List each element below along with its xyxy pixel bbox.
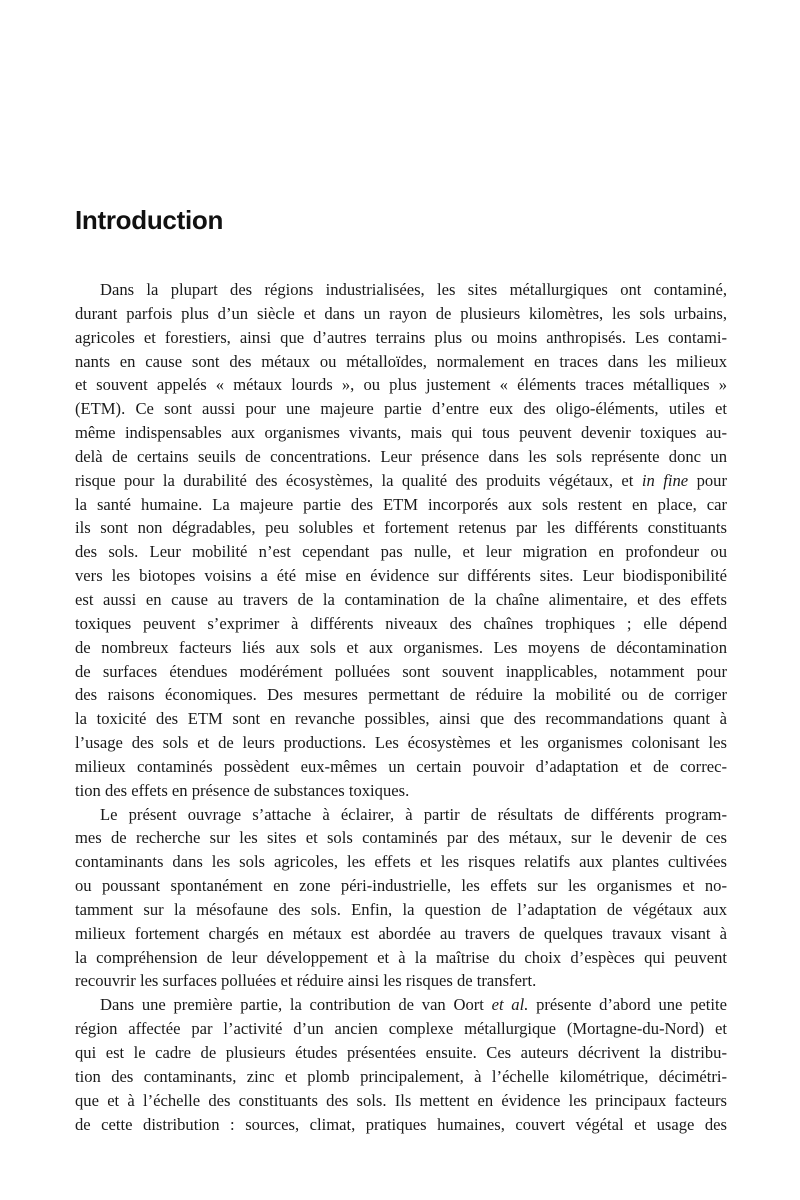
- line-text: milieux contaminés possèdent eux-mêmes un certain pouvoir d’adaptation et de correc-: [75, 756, 727, 776]
- line-text: [100, 995, 727, 1014]
- line-text: tion des effets en présence de substances toxiques.: [75, 780, 410, 800]
- line-text-part: pour: [688, 470, 727, 490]
- text-line: [75, 803, 727, 827]
- line-text: est aussi en cause au travers de la contamination de la chaîne alimentaire, et des effets: [75, 589, 727, 609]
- text-line: [75, 874, 727, 898]
- text-line: [75, 564, 727, 588]
- text-line: [75, 350, 727, 374]
- line-text: [75, 471, 727, 490]
- line-text: vers les biotopes voisins a été mise en évidence sur différents sites. Leur biodisponibilité: [75, 566, 727, 586]
- document-body: [75, 278, 727, 1136]
- line-text: de cette distribution : sources, climat, pratiques humaines, couvert végétal et usage des: [75, 1114, 727, 1134]
- line-text: des raisons économiques. Des mesures permettant de réduire la mobilité ou de corriger: [75, 685, 727, 705]
- line-text: des sols. Leur mobilité n’est cependant pas nulle, et leur migration en profondeur ou: [75, 542, 727, 562]
- text-line: [75, 397, 727, 421]
- text-line: [75, 779, 727, 803]
- text-line: [75, 445, 727, 469]
- line-text-part: risque pour la durabilité des écosystèmes, la qualité des produits végétaux, et: [75, 470, 642, 490]
- line-text: même indispensables aux organismes vivants, mais qui tous peuvent devenir toxiques au-: [75, 423, 727, 443]
- line-text: et souvent appelés « métaux lourds », ou plus justement « éléments traces métalliques »: [75, 375, 727, 395]
- line-text: ils sont non dégradables, peu solubles et fortement retenus par les différents constituants: [75, 518, 727, 538]
- line-text: de surfaces étendues modérément polluées sont souvent inapplicables, notamment pour: [75, 661, 727, 681]
- line-text: nants en cause sont des métaux ou métalloïdes, normalement en traces dans les milieux: [75, 351, 727, 371]
- text-line: [75, 683, 727, 707]
- text-line: [75, 278, 727, 302]
- line-text: (ETM). Ce sont aussi pour une majeure partie d’entre eux des oligo-éléments, utiles et: [75, 399, 727, 419]
- line-text: tamment sur la mésofaune des sols. Enfin, la question de l’adaptation de végétaux aux: [75, 899, 727, 919]
- line-text: Dans la plupart des régions industrialisées, les sites métallurgiques ont contaminé,: [100, 280, 727, 299]
- text-line: [75, 755, 727, 779]
- line-text: mes de recherche sur les sites et sols contaminés par des métaux, sur le devenir de ces: [75, 828, 727, 848]
- line-text: toxiques peuvent s’exprimer à différents niveaux des chaînes trophiques ; elle dépend: [75, 613, 727, 633]
- text-line: [75, 1065, 727, 1089]
- paragraph: [75, 803, 727, 994]
- line-text: de nombreux facteurs liés aux sols et aux organismes. Les moyens de décontamination: [75, 637, 727, 657]
- italic-text: in fine: [641, 470, 689, 490]
- text-line: [75, 946, 727, 970]
- line-text: ou poussant spontanément en zone péri-industrielle, les effets sur les organismes et no-: [75, 876, 727, 896]
- text-line: [75, 1017, 727, 1041]
- text-line: [75, 326, 727, 350]
- paragraph: [75, 993, 727, 1136]
- text-line: [75, 826, 727, 850]
- line-text: tion des contaminants, zinc et plomb principalement, à l’échelle kilométrique, décimétri-: [75, 1066, 727, 1086]
- line-text: contaminants dans les sols agricoles, les effets et les risques relatifs aux plantes cultivées: [75, 852, 727, 872]
- text-line: [75, 1041, 727, 1065]
- text-line: [75, 540, 727, 564]
- text-line: [75, 1113, 727, 1137]
- line-text: milieux fortement chargés en métaux est abordée au travers de quelques travaux visant à: [75, 923, 727, 943]
- line-text: la toxicité des ETM sont en revanche possibles, ainsi que des recommandations quant à: [75, 709, 727, 729]
- line-text: la compréhension de leur développement et à la maîtrise du choix d’espèces qui peuvent: [75, 947, 727, 967]
- text-line: [75, 373, 727, 397]
- text-line: [75, 612, 727, 636]
- text-line: [75, 636, 727, 660]
- text-line: [75, 922, 727, 946]
- line-text: la santé humaine. La majeure partie des ETM incorporés aux sols restent en place, car: [75, 494, 727, 514]
- text-line: [75, 588, 727, 612]
- line-text-part: présente d’abord une petite: [528, 995, 727, 1015]
- line-text: région affectée par l’activité d’un ancien complexe métallurgique (Mortagne-du-Nord) et: [75, 1019, 727, 1039]
- italic-text: et al.: [491, 995, 529, 1015]
- line-text: recouvrir les surfaces polluées et réduire ainsi les risques de transfert.: [75, 971, 537, 991]
- line-text-part: Dans une première partie, la contribution de van Oort: [100, 995, 492, 1015]
- line-text: agricoles et forestiers, ainsi que d’autres terrains plus ou moins anthropisés. Les contami-: [75, 327, 727, 347]
- line-text: l’usage des sols et de leurs productions. Les écosystèmes et les organismes colonisant les: [75, 733, 727, 753]
- text-line: [75, 707, 727, 731]
- text-line: [75, 516, 727, 540]
- text-line: [75, 731, 727, 755]
- line-text: qui est le cadre de plusieurs études présentées ensuite. Ces auteurs décrivent la distribu-: [75, 1043, 727, 1062]
- paragraph: [75, 278, 727, 803]
- text-line: [75, 969, 727, 993]
- text-line: [75, 1089, 727, 1113]
- text-line: [75, 302, 727, 326]
- text-line: [75, 469, 727, 493]
- line-text: delà de certains seuils de concentrations. Leur présence dans les sols représente donc un: [75, 446, 727, 466]
- line-text: durant parfois plus d’un siècle et dans un rayon de plusieurs kilomètres, les sols urbains,: [75, 303, 727, 323]
- text-line: [75, 421, 727, 445]
- text-line: [75, 898, 727, 922]
- text-line: [75, 660, 727, 684]
- line-text: Le présent ouvrage s’attache à éclairer, à partir de résultats de différents program-: [100, 804, 727, 824]
- text-line: [75, 850, 727, 874]
- line-text: que et à l’échelle des constituants des sols. Ils mettent en évidence les principaux facteurs: [75, 1090, 727, 1110]
- page-title: Introduction: [75, 205, 224, 235]
- text-line: [75, 993, 727, 1017]
- text-line: [75, 493, 727, 517]
